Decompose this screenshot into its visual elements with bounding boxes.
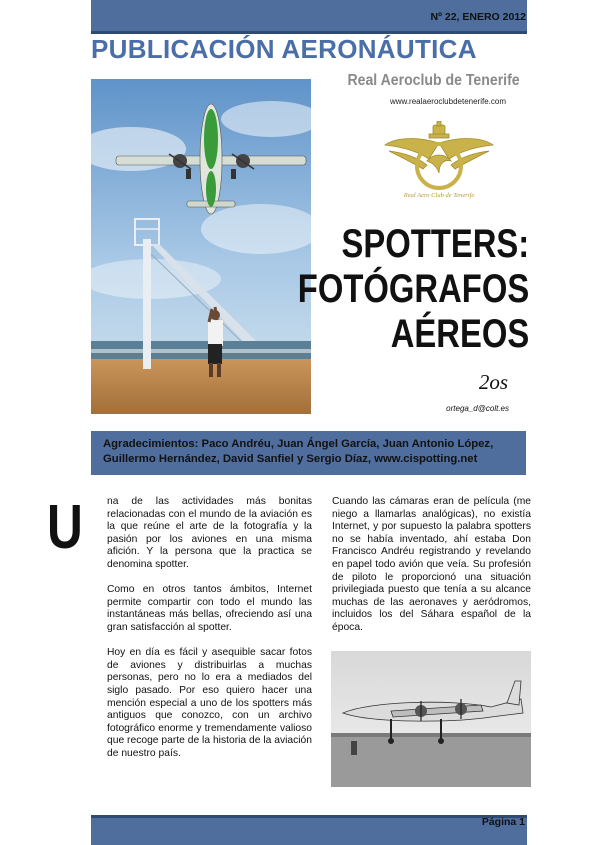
publication-title: PUBLICACIÓN AERONÁUTICA: [91, 34, 477, 64]
spotter-photo: [91, 79, 311, 414]
paragraph: na de las actividades más bonitas relacionadas con el mundo de la aviación es la que reúne el arte de la fotografía y la pasión por los aviones en una misma afición. Y la persona que la practica se denomina spotter.: [107, 496, 312, 570]
author-signature: 2os: [478, 370, 508, 394]
paragraph: Hoy en día es fácil y asequible sacar fotos de aviones y distribuirlas a muchas personas, pero no lo era a mediados del siglo pasado. Por eso quiero hacer una mención especial a uno de los spotters más antiguos que conozco, con un archivo fotográfico enorme y tremendamente valioso que recoge parte de la historia de la aviación de nuestro país.: [107, 647, 312, 759]
page-number: Página 1: [481, 816, 525, 828]
drop-cap: U: [47, 493, 83, 562]
issue-number: Nº 22, ENERO 2012: [430, 11, 526, 23]
paragraph: Cuando las cámaras eran de película (me niego a llamarlas analógicas), no existía Internet, y por supuesto la palabra spotters no se había inventado, ahí estaba Don Francisco Andréu registrando y revelando en papel todo avión que veía. Su profesión de piloto le proporcionó una situación privilegiada puesto que tenía a su alcance muchas de las aeronaves y aeródromos, incluidos los del Sáhara español de la época.: [332, 496, 531, 633]
emblem-text: Real Aero Club de Tenerife: [403, 192, 475, 199]
article-column-1: [107, 496, 312, 773]
acknowledgements-text: Agradecimientos: Paco Andréu, Juan Ángel García, Juan Antonio López, Guillermo Hernández, David Sanfiel y Sergio Díaz, www.cispotting.net: [103, 438, 494, 465]
club-emblem: [383, 121, 495, 199]
headline-line-1: SPOTTERS:: [341, 222, 529, 266]
vintage-airliner-photo: [331, 651, 531, 787]
author-email: ortega_d@colt.es: [446, 404, 509, 413]
club-name: Real Aeroclub de Tenerife: [347, 72, 520, 89]
headline-line-3: AÉREOS: [390, 312, 529, 356]
footer-band: [91, 815, 527, 845]
article-headline: [298, 222, 529, 357]
headline-line-2: FOTÓGRAFOS: [297, 267, 529, 311]
paragraph: Como en otros tantos ámbitos, Internet permite compartir con todo el mundo las instantáneas más bellas, ofreciendo así una gran satisfacción al spotter.: [107, 584, 312, 633]
article-column-2: [332, 496, 531, 647]
club-url: www.realaeroclubdetenerife.com: [389, 97, 506, 106]
